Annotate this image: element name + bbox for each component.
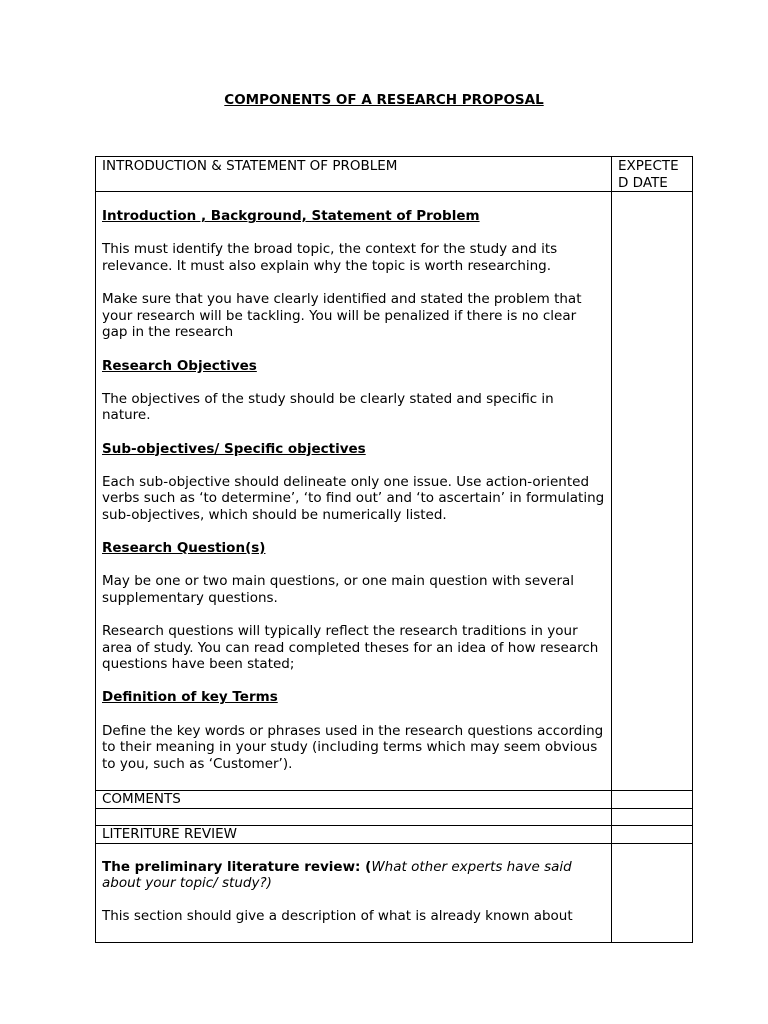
comments-label-cell: COMMENTS	[96, 791, 612, 809]
comments-empty-cell	[96, 808, 612, 825]
background-heading: Introduction , Background, Statement of Problem	[102, 208, 480, 225]
subobjectives-paragraph: Each sub-objective should delineate only one issue. Use action-oriented verbs such as ‘to determine’, ‘to find out’ and ‘to ascertain’ in formulating sub-objectives, which should be numerically listed.	[102, 473, 605, 523]
literature-lead-bold: The preliminary literature review: (	[102, 858, 372, 875]
proposal-components-table	[95, 156, 693, 943]
introduction-content-cell	[96, 192, 612, 791]
subobjectives-heading: Sub-objectives/ Specific objectives	[102, 440, 366, 457]
questions-paragraph-1: May be one or two main questions, or one main question with several supplementary questions.	[102, 573, 575, 606]
comments-date-cell	[612, 791, 693, 809]
literature-label-cell: LITERITURE REVIEW	[96, 825, 612, 843]
key-terms-heading: Definition of key Terms	[102, 689, 278, 706]
literature-date-header-cell	[612, 825, 693, 843]
comments-row	[96, 791, 693, 809]
table-header-row	[96, 157, 693, 192]
problem-paragraph: Make sure that you have clearly identified and stated the problem that your research will be tackling. You will be penalized if there is no clear gap in the research	[102, 291, 582, 341]
expected-date-header-cell: EXPECTE D DATE	[612, 157, 693, 192]
topic-paragraph: This must identify the broad topic, the context for the study and its relevance. It must also explain why the topic is worth researching.	[102, 241, 558, 274]
key-terms-paragraph: Define the key words or phrases used in the research questions according to their meaning in your study (including terms which may seem obvious to you, such as ‘Customer’).	[102, 722, 604, 772]
literature-lead-paragraph	[102, 859, 605, 892]
objectives-heading: Research Objectives	[102, 357, 257, 374]
research-questions-heading: Research Question(s)	[102, 540, 266, 557]
page-title: COMPONENTS OF A RESEARCH PROPOSAL	[224, 92, 544, 108]
literature-lead-italic: What other experts have said about your topic/ study?)	[102, 858, 572, 892]
questions-paragraph-2: Research questions will typically reflect the research traditions in your area of study. You can read completed theses for an idea of how research questions have been stated;	[102, 623, 599, 673]
literature-header-row	[96, 825, 693, 843]
section-header-cell: INTRODUCTION & STATEMENT OF PROBLEM	[96, 157, 612, 192]
literature-description-paragraph: This section should give a description of what is already known about	[102, 908, 573, 925]
comments-empty-row	[96, 808, 693, 825]
objectives-paragraph: The objectives of the study should be clearly stated and specific in nature.	[102, 390, 554, 424]
literature-date-cell	[612, 843, 693, 942]
introduction-date-cell	[612, 192, 693, 791]
introduction-content-row	[96, 192, 693, 791]
literature-content-row	[96, 843, 693, 942]
comments-empty-date-cell	[612, 808, 693, 825]
literature-content-cell	[96, 843, 612, 942]
